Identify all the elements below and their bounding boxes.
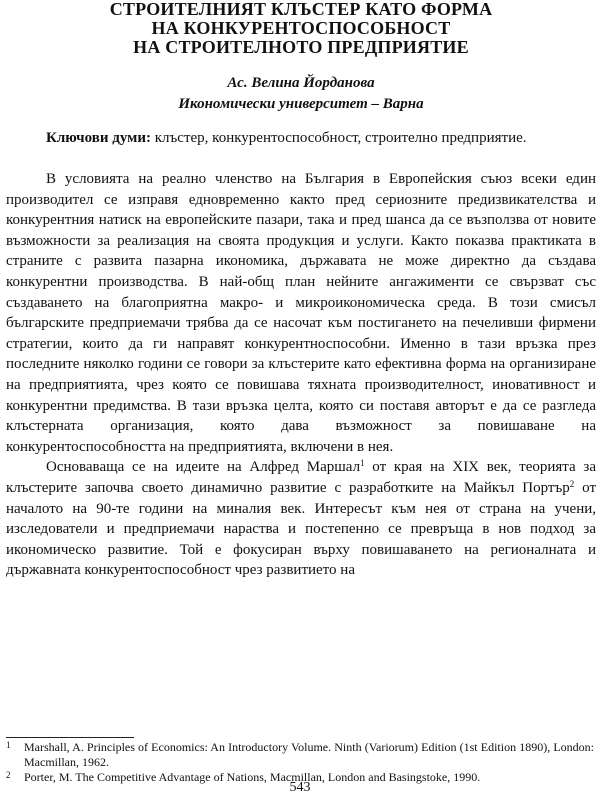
footnote-ref-1[interactable]: 1	[360, 458, 365, 469]
author-block	[6, 73, 596, 115]
footnote-1-number: 1	[6, 740, 11, 750]
footnote-1	[6, 740, 594, 770]
paragraph-2-part-c: от началото на 90-те години на миналия век. Интересът към нея от страна на учени, изследователи и предприемачи нараства и постепенно се превръща в нов подход за икономическо развитие. Той е фокусиран върху повишаването на регионалната и държавната конкурентоспособност чрез развитието на	[6, 479, 596, 579]
paper-title	[6, 0, 596, 57]
author-name: Ас. Велина Йорданова	[227, 75, 375, 91]
footnote-separator	[6, 737, 134, 738]
footnote-ref-2[interactable]: 2	[569, 478, 575, 489]
title-line-3: НА СТРОИТЕЛНОТО ПРЕДПРИЯТИЕ	[133, 37, 469, 57]
footnotes	[6, 740, 594, 785]
keywords	[6, 128, 596, 149]
body-text	[6, 169, 596, 581]
footnote-2-number: 2	[6, 770, 11, 780]
title-line-1: СТРОИТЕЛНИЯТ КЛЪСТЕР КАТО ФОРМА	[109, 0, 493, 19]
keywords-label: Ключови думи:	[46, 130, 152, 146]
keywords-text: клъстер, конкурентоспособност, строително предприятие.	[151, 130, 527, 146]
title-line-2: НА КОНКУРЕНТОСПОСОБНОСТ	[151, 18, 451, 38]
footnote-1-text: Marshall, A. Principles of Economics: An Introductory Volume. Ninth (Variorum) Edition (1st Edition 1890), London: Macmillan, 1962.	[24, 740, 594, 769]
author-affiliation: Икономически университет – Варна	[178, 96, 424, 112]
page-number: 543	[289, 780, 311, 795]
paragraph-2-part-b: от края на XIX век, теорията за клъстерите започва своето динамично развитие с разработките на Майкъл Портър	[6, 459, 597, 496]
paragraph-2-part-a: Основаваща се на идеите на Алфред Маршал	[46, 459, 361, 476]
paragraph-2	[6, 457, 596, 581]
footnote-2-text: Porter, M. The Competitive Advantage of Nations, Macmillan, London and Basingstoke, 1990.	[24, 770, 481, 784]
paragraph-1: В условията на реално членство на България в Европейския съюз всеки един производител се изправя едновременно както пред сериозните предизвикателства и конкурентния натиск на европейските пазари, така и пред шанса да се възползва от новите възможности за реализация на своята продукция и услуги. Както показва практиката в страните с развита пазарна икономика, държавата не може директно да създава конкурентни производства. В най-общ план нейните ангажименти се свързват със създаването на благоприятна макро- и микроикономическа среда. В този смисъл българските предприемачи трябва да се насочат към постигането на печеливши фирмени стратегии, които да ги направят конкурентноспособни. Именно в тази връзка през последните няколко години се говори за клъстерите като ефективна форма на организиране на предприятията, чрез която се повишава тяхната производителност, иновативност и конкурентни предимства. В тази връзка целта, която си поставя авторът е да се разгледа клъстерната организация, която дава възможност за повишаване на конкурентоспособността на предприятията, включени в нея.	[6, 171, 596, 455]
